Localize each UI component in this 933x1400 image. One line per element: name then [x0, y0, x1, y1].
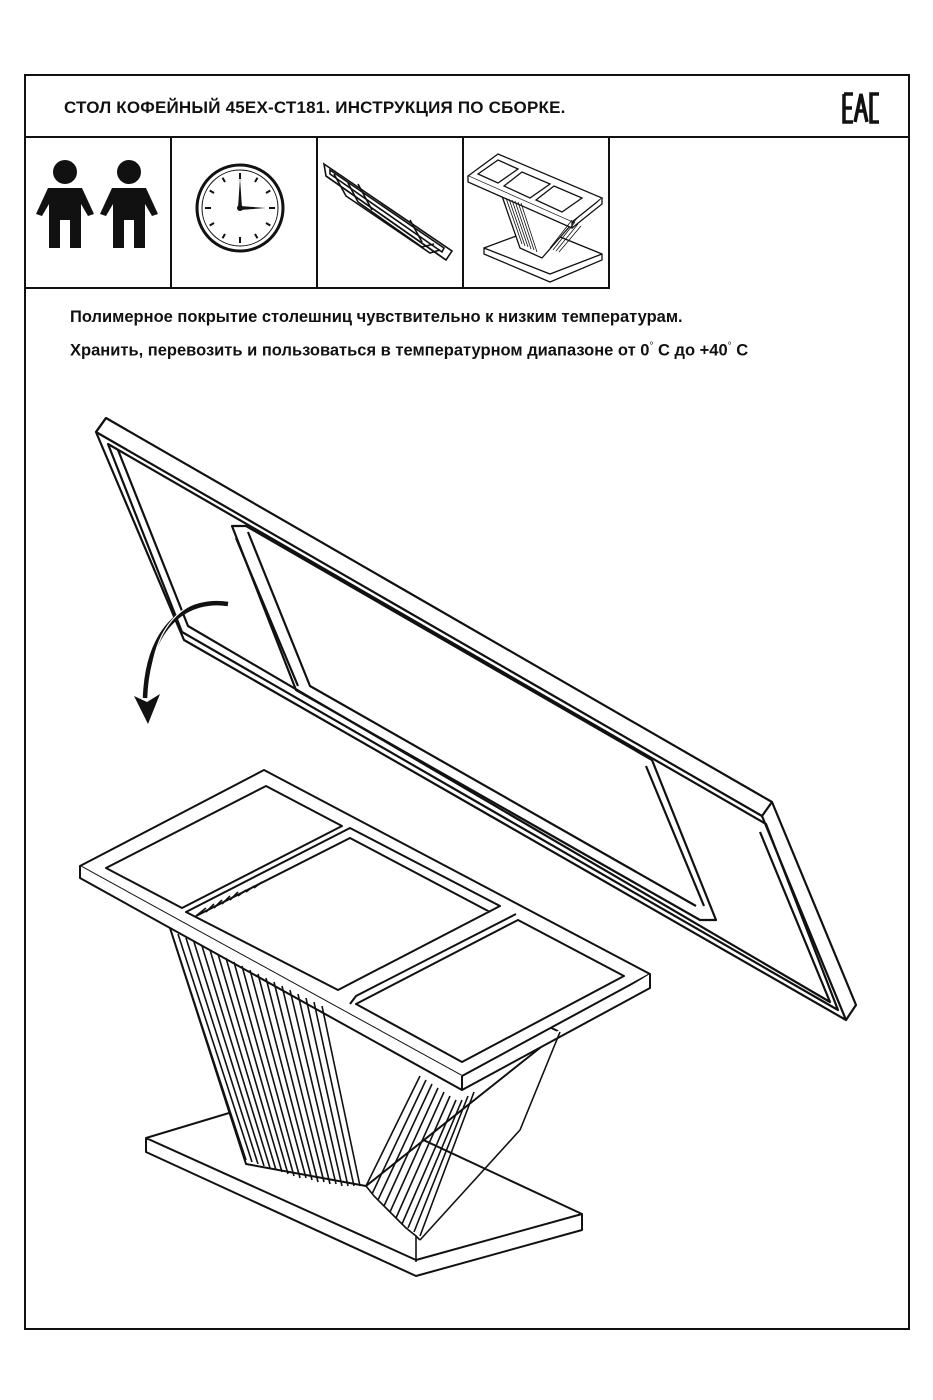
warning-line-2-prefix: Хранить, перевозить и пользоваться в температурном диапазоне от 0 — [70, 341, 650, 360]
warning-line-1: Полимерное покрытие столешниц чувствительно к низким температурам. — [70, 308, 683, 326]
degree-mark: ° — [649, 341, 654, 352]
warning-line-2-mid: С до +40 — [653, 341, 728, 360]
degree-mark: ° — [727, 341, 732, 352]
page-title: СТОЛ КОФЕЙНЫЙ 45ЕХ-СТ181. ИНСТРУКЦИЯ ПО СБОРКЕ. — [64, 98, 566, 117]
warning-line-2-suffix: С — [731, 341, 749, 360]
flip-arrow-icon — [134, 599, 228, 724]
